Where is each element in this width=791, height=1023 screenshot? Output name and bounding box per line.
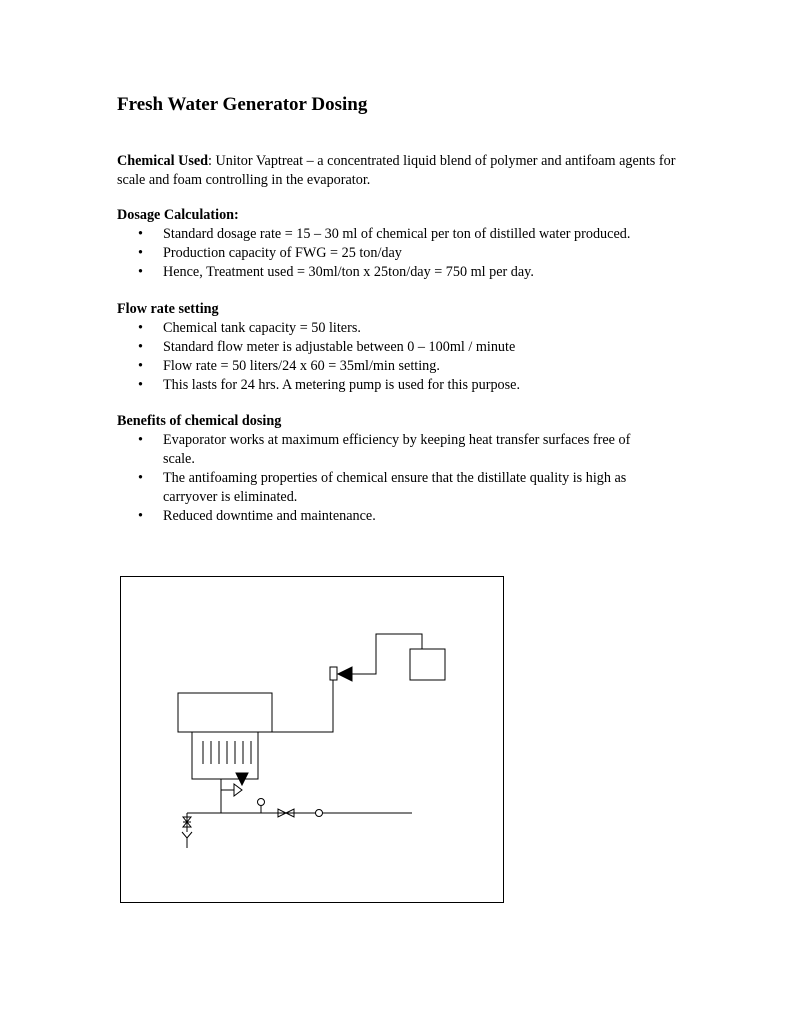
bullet-icon: • — [138, 245, 143, 261]
dosing-system-diagram — [120, 576, 504, 903]
drain-pipe — [221, 779, 234, 790]
sample-point-icon — [316, 810, 323, 817]
list-item: • Hence, Treatment used = 30ml/ton x 25ton/day = 750 ml per day. — [138, 264, 534, 280]
bullet-icon: • — [138, 358, 143, 374]
bullet-icon: • — [138, 226, 143, 242]
bullet-icon: • — [138, 339, 143, 355]
pressure-gauge-icon — [258, 799, 265, 806]
diagram-frame — [121, 577, 504, 903]
metering-pump-arrow-icon — [338, 667, 352, 681]
dosing-line — [258, 680, 333, 732]
check-valve-icon — [234, 784, 242, 796]
list-item: • Evaporator works at maximum efficiency by keeping heat transfer surfaces free of scale. — [138, 432, 631, 467]
list-item: • Production capacity of FWG = 25 ton/day — [138, 245, 402, 261]
bullet-icon: • — [138, 377, 143, 393]
bullet-icon: • — [138, 470, 143, 486]
list-item: • Reduced downtime and maintenance. — [138, 508, 376, 524]
flow-meter — [330, 667, 337, 680]
list-item: • The antifoaming properties of chemical ensure that the distillate quality is high as carryover is eliminated. — [138, 470, 627, 505]
bullet-icon: • — [138, 432, 143, 448]
chemical-used-label: Chemical Used — [117, 153, 209, 169]
heat-exchanger — [192, 732, 258, 779]
flow-rate-setting-heading: Flow rate setting — [117, 301, 219, 317]
chemical-tank — [410, 649, 445, 680]
list-item: • Flow rate = 50 liters/24 x 60 = 35ml/min setting. — [138, 358, 440, 374]
evaporator-shell — [178, 693, 272, 732]
list-item: • Chemical tank capacity = 50 liters. — [138, 320, 361, 336]
bullet-icon: • — [138, 508, 143, 524]
bullet-icon: • — [138, 320, 143, 336]
chemical-used-text: : Unitor Vaptreat – a concentrated liquid blend of polymer and antifoam agents for scale and foam controlling in the evaporator. — [117, 153, 676, 188]
tank-outlet-pipe — [352, 634, 422, 674]
list-item: • This lasts for 24 hrs. A metering pump is used for this purpose. — [138, 377, 521, 393]
drain-funnel-icon — [182, 832, 192, 838]
page-title: Fresh Water Generator Dosing — [117, 94, 368, 115]
list-item: • Standard flow meter is adjustable between 0 – 100ml / minute — [138, 339, 516, 355]
flow-rate-setting-list — [117, 319, 677, 395]
tube-bundle — [203, 741, 251, 764]
benefits-heading: Benefits of chemical dosing — [117, 413, 282, 429]
dosage-calculation-heading: Dosage Calculation: — [117, 207, 239, 223]
chemical-used-paragraph — [117, 152, 677, 190]
benefits-list — [117, 431, 647, 526]
bullet-icon: • — [138, 264, 143, 280]
list-item: • Standard dosage rate = 15 – 30 ml of chemical per ton of distilled water produced. — [138, 226, 631, 242]
dosage-calculation-list — [117, 225, 677, 282]
